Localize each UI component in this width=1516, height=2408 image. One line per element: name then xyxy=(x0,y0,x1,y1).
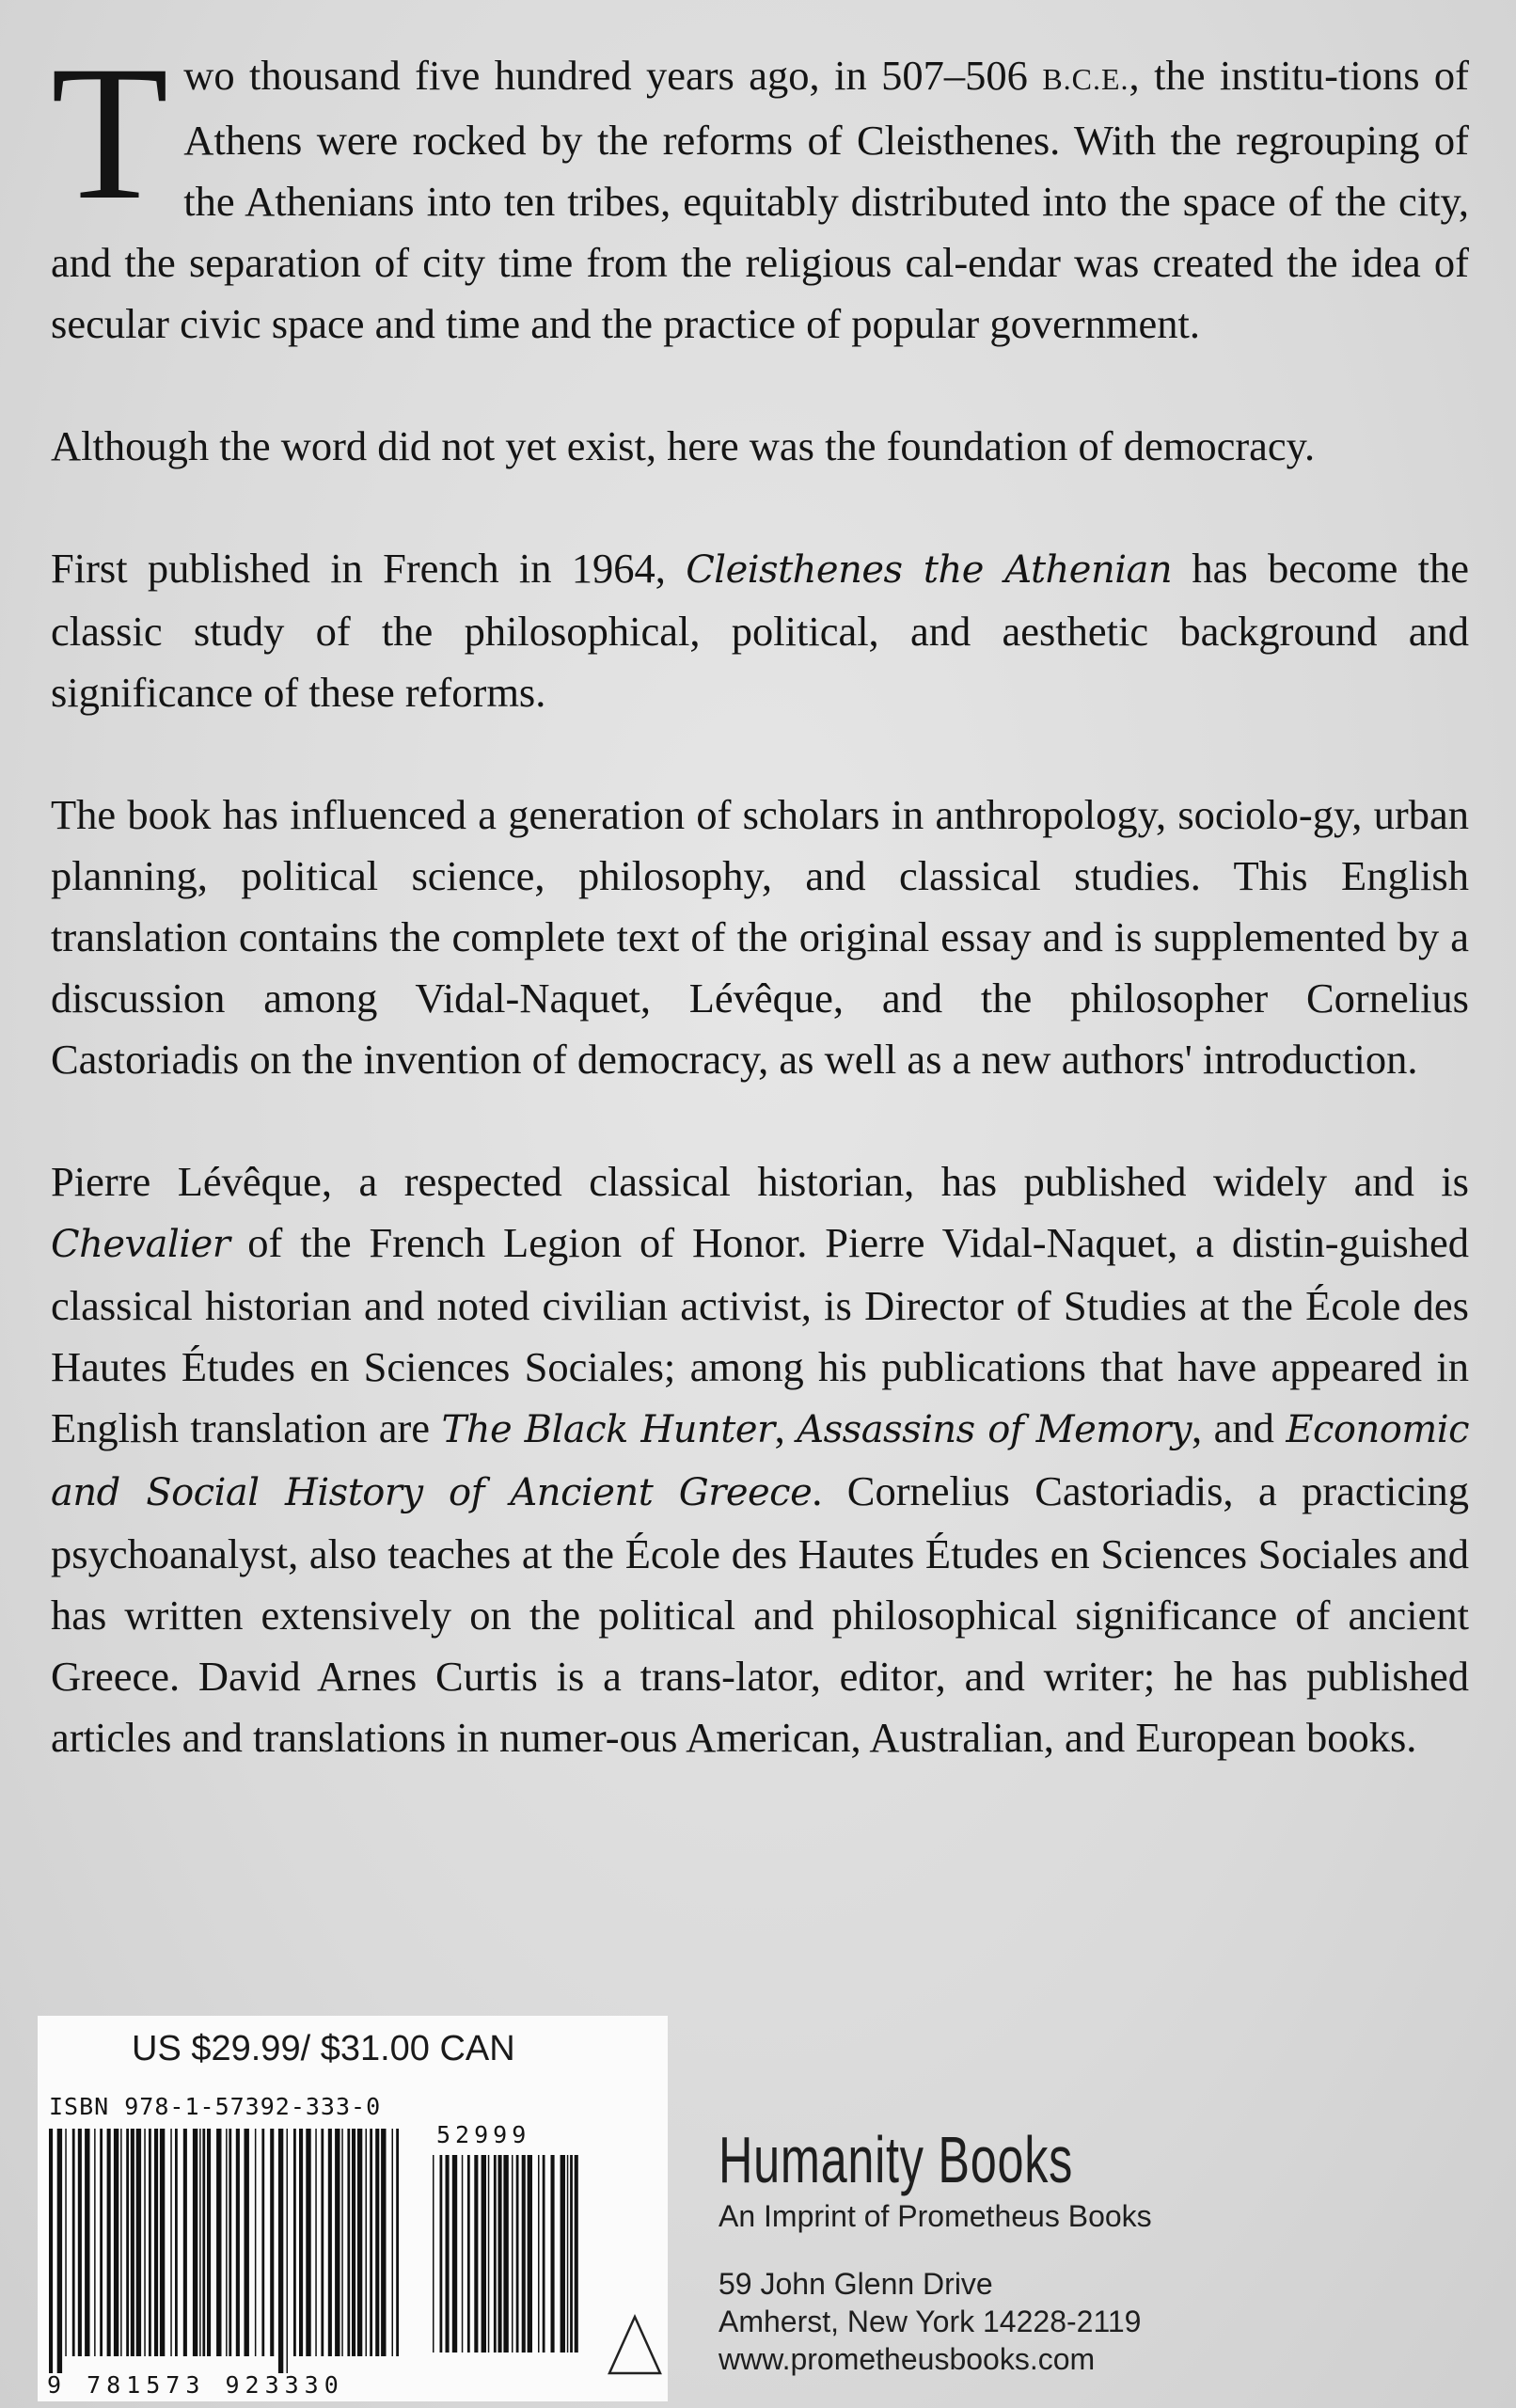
authors-paragraph xyxy=(51,1151,1469,1768)
intro-text-b: , the institu-tions of Athens were rocked by the reforms of Cleisthenes. With the regrouping of the Athenians into ten tribes, equitably distributed into the space of the city, and the separation of city time from the religious cal-endar was created the idea of secular civic space and time and the practice of popular government. xyxy=(51,52,1470,347)
authors-text-b: of the French Legion of Honor. Pierre Vidal-Naquet, a distin-guished classical historian and noted civilian activist, is Director of Studies at the École des Hautes Études en Sciences Sociales; among his publications that have appeared in English translation are xyxy=(51,1219,1469,1451)
authors-sep-1: , xyxy=(774,1404,797,1451)
authors-sep-2: , and xyxy=(1192,1404,1287,1451)
price-text: US $29.99/ $31.00 CAN xyxy=(132,2029,515,2068)
book-title: Cleisthenes the Athenian xyxy=(686,548,1173,592)
democracy-paragraph: Although the word did not yet exist, here was the foundation of democracy. xyxy=(51,422,1316,469)
work-title-black-hunter: The Black Hunter xyxy=(441,1408,775,1451)
publication-text-a: First published in French in 1964, xyxy=(51,545,687,592)
isbn-text: ISBN 978-1-57392-333-0 xyxy=(49,2093,382,2120)
address-line-2: Amherst, New York 14228-2119 xyxy=(719,2305,1142,2338)
addon-barcode-icon xyxy=(431,2155,583,2369)
ean-digits: 9 781573 923330 xyxy=(47,2371,344,2399)
publisher-block xyxy=(719,2124,1211,2378)
influence-paragraph: The book has influenced a generation of scholars in anthropology, sociolo-gy, urban planning, political science, philosophy, and classical studies. This English translation contains the complete text of the original essay and is supplemented by a discussion among Vidal-Naquet, Lévêque, and the philosopher Cornelius Castoriadis on the invention of democracy, as well as a new authors' introduction. xyxy=(51,791,1469,1083)
addon-code: 52999 xyxy=(436,2121,531,2148)
triangle-icon xyxy=(606,2311,664,2379)
publisher-website[interactable]: www.prometheusbooks.com xyxy=(719,2342,1096,2376)
work-title-economic-history: Economic and Social History of Ancient Greece xyxy=(51,1408,1469,1514)
intro-text-a: wo thousand five hundred years ago, in 507–506 xyxy=(183,52,1043,99)
description-text xyxy=(51,26,1470,1830)
work-title-assassins: Assassins of Memory xyxy=(797,1408,1192,1451)
address-line-1: 59 John Glenn Drive xyxy=(719,2267,993,2301)
era-abbreviation: B.C.E. xyxy=(1042,62,1129,96)
authors-text-a: Pierre Lévêque, a respected classical historian, has published widely and is xyxy=(51,1158,1469,1205)
imprint-subtitle: An Imprint of Prometheus Books xyxy=(719,2199,1152,2233)
price-barcode-label xyxy=(38,2016,668,2401)
isbn-barcode-icon xyxy=(47,2129,404,2373)
imprint-name: Humanity Books xyxy=(719,2123,1074,2196)
publication-paragraph xyxy=(51,538,1469,723)
drop-cap: T xyxy=(51,26,169,240)
publication-text-b: has become the classic study of the philosophical, political, and aesthetic background and significance of these reforms. xyxy=(51,545,1469,716)
chevalier-title: Chevalier xyxy=(51,1223,230,1266)
intro-paragraph xyxy=(51,26,1470,355)
authors-text-c: . Cornelius Castoriadis, a practicing psychoanalyst, also teaches at the École des Hautes Études en Sciences Sociales and has written extensively on the political and philosophical significance of ancient Greece. David Arnes Curtis is a trans-lator, editor, and writer; he has published articles and translations in numer-ous American, Australian, and European books. xyxy=(51,1467,1469,1761)
